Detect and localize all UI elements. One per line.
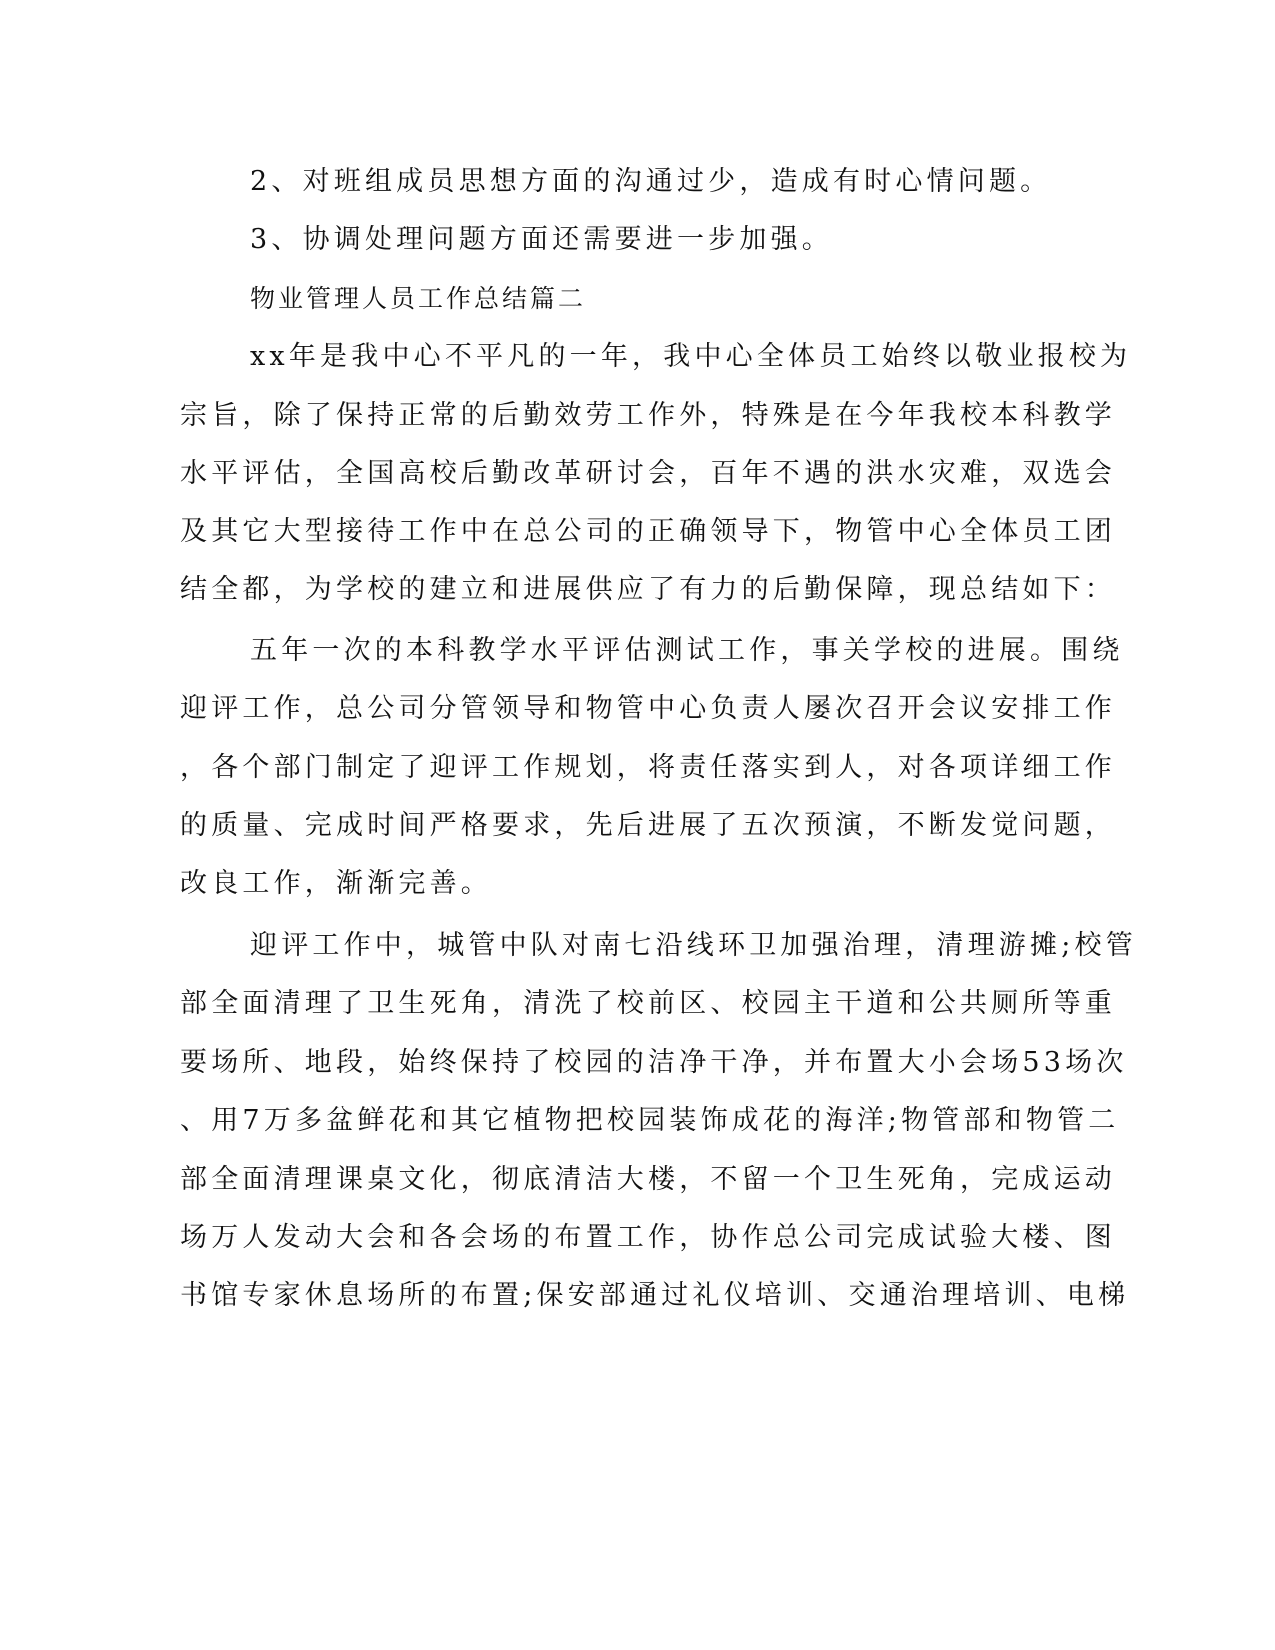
paragraph-line: 改良工作，渐渐完善。 <box>180 868 492 899</box>
paragraph-line: 书馆专家休息场所的布置;保安部通过礼仪培训、交通治理培训、电梯 <box>180 1280 1130 1311</box>
paragraph-line: ，各个部门制定了迎评工作规划，将责任落实到人，对各项详细工作 <box>180 752 1116 783</box>
paragraph-line: 场万人发动大会和各会场的布置工作，协作总公司完成试验大楼、图 <box>180 1222 1116 1253</box>
paragraph-line: 迎评工作中，城管中队对南七沿线环卫加强治理，清理游摊;校管 <box>250 930 1137 961</box>
paragraph-line: 迎评工作，总公司分管领导和物管中心负责人屡次召开会议安排工作 <box>180 693 1116 724</box>
paragraph-line: 及其它大型接待工作中在总公司的正确领导下，物管中心全体员工团 <box>180 516 1116 547</box>
paragraph-line: 宗旨，除了保持正常的后勤效劳工作外，特殊是在今年我校本科教学 <box>180 400 1116 431</box>
list-item: 3、协调处理问题方面还需要进一步加强。 <box>250 224 833 255</box>
section-title: 物业管理人员工作总结篇二 <box>250 284 587 313</box>
paragraph-line: 部全面清理课桌文化，彻底清洁大楼，不留一个卫生死角，完成运动 <box>180 1164 1116 1195</box>
paragraph-line: 水平评估，全国高校后勤改革研讨会，百年不遇的洪水灾难，双选会 <box>180 458 1116 489</box>
paragraph-line: 要场所、地段，始终保持了校园的洁净干净，并布置大小会场53场次 <box>180 1047 1128 1078</box>
paragraph-line: 的质量、完成时间严格要求，先后进展了五次预演，不断发觉问题， <box>180 810 1116 841</box>
list-item: 2、对班组成员思想方面的沟通过少，造成有时心情问题。 <box>250 166 1052 197</box>
paragraph-line: 部全面清理了卫生死角，清洗了校前区、校园主干道和公共厕所等重 <box>180 988 1116 1019</box>
paragraph-line: xx年是我中心不平凡的一年，我中心全体员工始终以敬业报校为 <box>250 341 1132 372</box>
paragraph-line: 五年一次的本科教学水平评估测试工作，事关学校的进展。围绕 <box>250 635 1124 666</box>
paragraph-line: 结全都，为学校的建立和进展供应了有力的后勤保障，现总结如下： <box>180 574 1116 605</box>
paragraph-line: 、用7万多盆鲜花和其它植物把校园装饰成花的海洋;物管部和物管二 <box>180 1105 1120 1136</box>
